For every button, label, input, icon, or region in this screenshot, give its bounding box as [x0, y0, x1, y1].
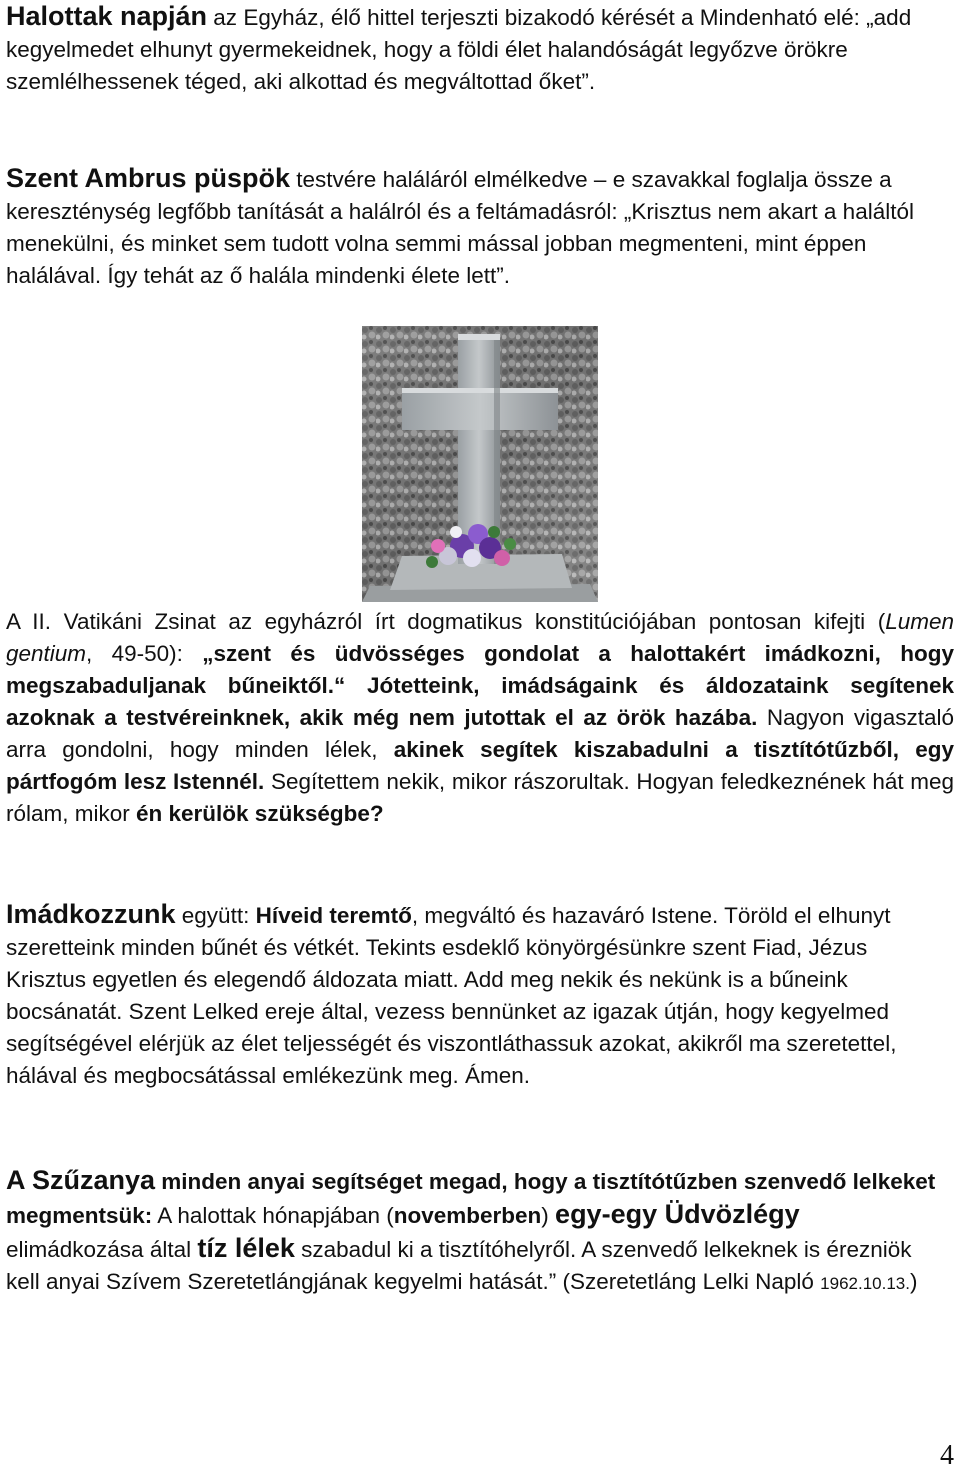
text-run: , 49-50):: [86, 641, 203, 666]
text-run: elimádkozása által: [6, 1237, 198, 1262]
bold-text: minden anyai segítséget megad, hogy a tisztítótűzben szenvedő lelkeket megmentsük:: [6, 1169, 936, 1228]
text-run: , megváltó és hazaváró Istene. Töröld el elhunyt szeretteink minden bűnét és vétkét. Tekints esdeklő könyörgésünkre szent Fiad, Jézus Krisztus egyetlen és elegendő áldozata miatt. Add meg nekik és nekünk is a bűneink bocsánatát. Szent Lelked ereje által, vezess bennünket az igazak útján, hogy kegyelmed segítségével elérjük az élet teljességét és viszontláthassuk azokat, akikről ma szeretettel, hálával és megbocsátással emlékezünk meg. Ámen.: [6, 903, 897, 1088]
paragraph-szent-ambrus: [6, 162, 941, 292]
paragraph-text: az Egyház, élő hittel terjeszti bizakodó kérését a Mindenható elé: „add kegyelmedet elhunyt gyermekeidnek, hogy a földi élet halandóságát legyőzve örökre szemlélhessenek téged, aki alkottad és megváltottad őket”.: [6, 5, 912, 94]
lead-heading: A Szűzanya: [6, 1165, 156, 1195]
date-reference: 1962.10.13.: [820, 1274, 910, 1293]
bold-text: novemberben: [393, 1203, 542, 1228]
emphasis-text: tíz lélek: [197, 1233, 295, 1263]
paragraph-text: testvére haláláról elmélkedve – e szavakkal foglalja össze a kereszténység legfőbb tanítását a halálról és a feltámadásról: „Krisztus nem akart a haláltól menekülni, és minket sem tudott volna semmi mással jobban megmenteni, mint éppen halálával. Így tehát az ő halála mindenki élete lett”.: [6, 167, 914, 288]
bold-text: én kerülök szükségbe?: [136, 801, 384, 826]
bold-text: Híveid teremtő: [255, 903, 412, 928]
emphasis-text: egy-egy Üdvözlégy: [555, 1199, 800, 1229]
cross-photo: [362, 326, 598, 602]
bold-text: akinek segítek kiszabadulni a tisztítótűzből, egy pártfogóm lesz Istennél.: [6, 737, 954, 794]
text-run: együtt:: [175, 903, 256, 928]
lead-heading: Halottak napján: [6, 1, 208, 31]
text-run: Nagyon vigasztaló arra gondolni, hogy minden lélek,: [6, 705, 954, 762]
lead-heading: Imádkozzunk: [6, 899, 176, 929]
paragraph-vatikani-zsinat: [6, 606, 954, 830]
text-run: ): [541, 1203, 556, 1228]
text-run: A II. Vatikáni Zsinat az egyházról írt dogmatikus konstitúciójában pontosan kifejti (: [6, 609, 886, 634]
italic-title: Lumen gentium: [6, 609, 954, 666]
text-run: Segítettem nekik, mikor rászorultak. Hogyan feledkeznének hát meg rólam, mikor: [6, 769, 955, 826]
text-run: ): [909, 1269, 918, 1294]
paragraph-halottak-napjan: [6, 0, 941, 98]
paragraph-szuzanya: [6, 1164, 941, 1300]
paragraph-imadkozzunk: [6, 898, 946, 1092]
text-run: szabadul ki a tisztítóhelyről. A szenvedő lelkeknek is érezniök kell anyai Szívem Szeretetlángjának kegyelmi hatását.” (Szeretetláng Lelki Napló: [6, 1237, 912, 1294]
lead-heading: Szent Ambrus püspök: [6, 163, 291, 193]
text-run: A halottak hónapjában (: [152, 1203, 394, 1228]
page-number: 4: [940, 1440, 954, 1471]
bold-quote: „szent és üdvösséges gondolat a halottakért imádkozni, hogy megszabaduljanak bűneiktől.“ Jótetteink, imádságaink és áldozataink segítenek azoknak a testvéreinknek, akik még nem jutottak el az örök hazába.: [6, 641, 954, 730]
